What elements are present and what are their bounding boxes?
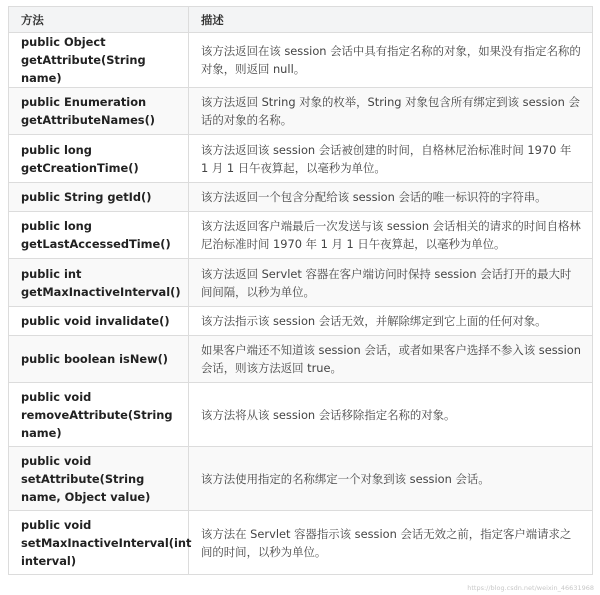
table-row — [9, 447, 593, 511]
description-cell: 该方法指示该 session 会话无效，并解除绑定到它上面的任何对象。 — [189, 307, 593, 336]
table-row — [9, 259, 593, 307]
description-cell: 该方法返回一个包含分配给该 session 会话的唯一标识符的字符串。 — [189, 183, 593, 212]
header-description: 描述 — [189, 7, 593, 33]
table-row — [9, 383, 593, 447]
method-cell: public boolean isNew() — [9, 336, 189, 383]
method-cell: public Object getAttribute(String name) — [9, 33, 189, 88]
table-header-row — [9, 7, 593, 33]
description-cell: 该方法返回 String 对象的枚举，String 对象包含所有绑定到该 session 会话的对象的名称。 — [189, 88, 593, 135]
table-row — [9, 212, 593, 259]
header-method: 方法 — [9, 7, 189, 33]
description-cell: 该方法使用指定的名称绑定一个对象到该 session 会话。 — [189, 447, 593, 511]
method-cell: public String getId() — [9, 183, 189, 212]
session-methods-table — [8, 6, 593, 575]
table-row — [9, 135, 593, 183]
method-cell: public void setMaxInactiveInterval(int interval) — [9, 511, 189, 575]
table-row — [9, 88, 593, 135]
description-cell: 该方法返回客户端最后一次发送与该 session 会话相关的请求的时间自格林尼治标准时间 1970 年 1 月 1 日午夜算起，以毫秒为单位。 — [189, 212, 593, 259]
method-cell: public Enumeration getAttributeNames() — [9, 88, 189, 135]
method-cell: public void setAttribute(String name, Object value) — [9, 447, 189, 511]
table-row — [9, 336, 593, 383]
description-cell: 该方法在 Servlet 容器指示该 session 会话无效之前，指定客户端请求之间的时间，以秒为单位。 — [189, 511, 593, 575]
watermark: https://blog.csdn.net/weixin_46631968 — [467, 584, 594, 592]
description-cell: 该方法将从该 session 会话移除指定名称的对象。 — [189, 383, 593, 447]
method-cell: public void removeAttribute(String name) — [9, 383, 189, 447]
table-row — [9, 307, 593, 336]
method-cell: public int getMaxInactiveInterval() — [9, 259, 189, 307]
method-cell: public void invalidate() — [9, 307, 189, 336]
method-cell: public long getCreationTime() — [9, 135, 189, 183]
table-row — [9, 511, 593, 575]
table-row — [9, 183, 593, 212]
method-cell: public long getLastAccessedTime() — [9, 212, 189, 259]
description-cell: 该方法返回在该 session 会话中具有指定名称的对象，如果没有指定名称的对象，则返回 null。 — [189, 33, 593, 88]
description-cell: 该方法返回该 session 会话被创建的时间，自格林尼治标准时间 1970 年 1 月 1 日午夜算起，以毫秒为单位。 — [189, 135, 593, 183]
description-cell: 如果客户端还不知道该 session 会话，或者如果客户选择不参入该 session 会话，则该方法返回 true。 — [189, 336, 593, 383]
description-cell: 该方法返回 Servlet 容器在客户端访问时保持 session 会话打开的最大时间间隔，以秒为单位。 — [189, 259, 593, 307]
table-row — [9, 33, 593, 88]
